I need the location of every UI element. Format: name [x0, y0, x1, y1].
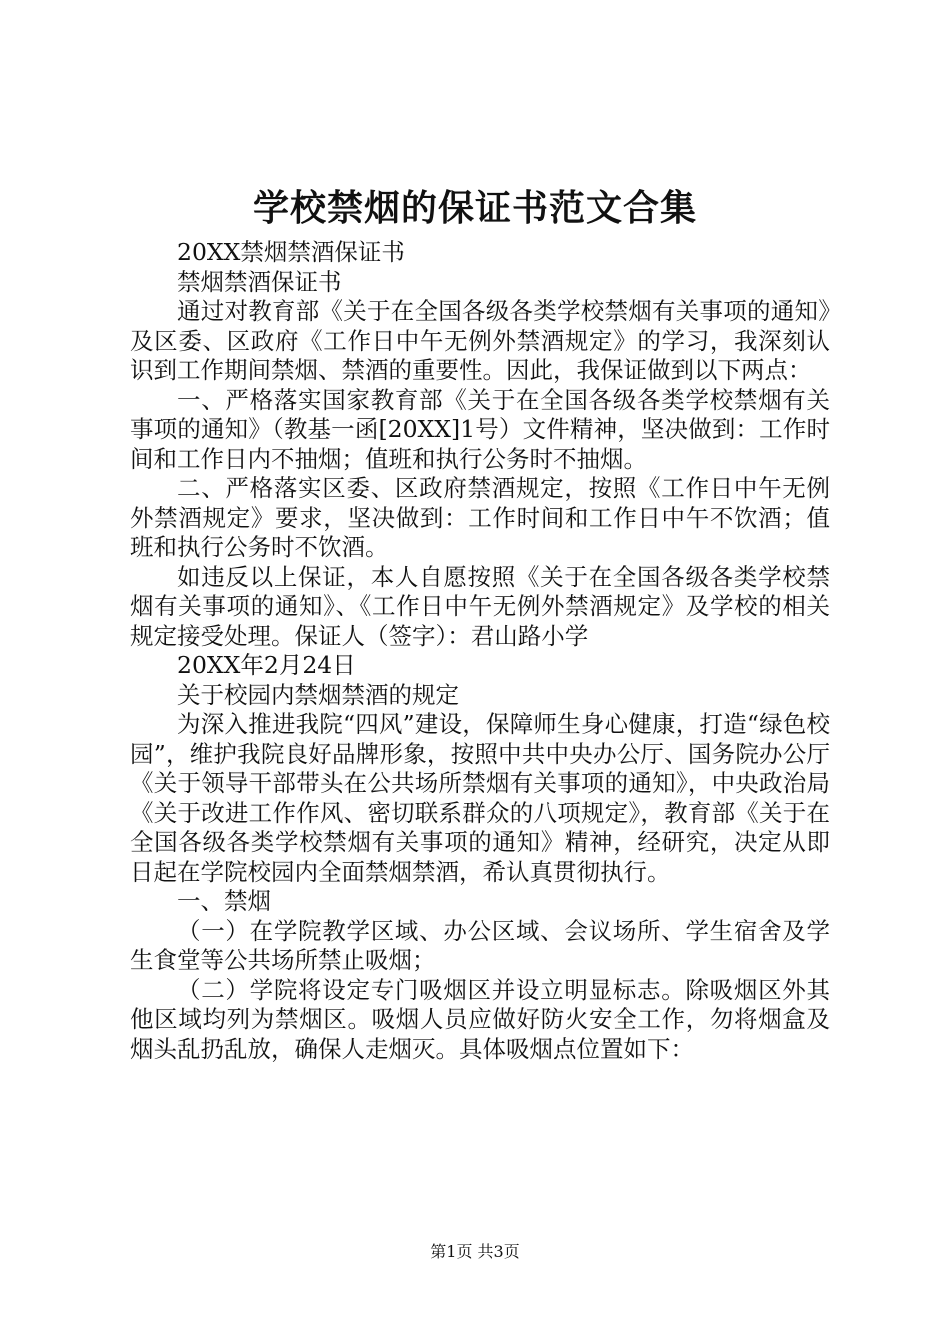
paragraph: 如违反以上保证，本人自愿按照《关于在全国各级各类学校禁烟有关事项的通知》、《工作日中午无例外禁酒规定》及学校的相关规定接受处理。保证人（签字）：君山路小学	[130, 562, 830, 650]
paragraph: 通过对教育部《关于在全国各级各类学校禁烟有关事项的通知》及区委、区政府《工作日中午无例外禁酒规定》的学习，我深刻认识到工作期间禁烟、禁酒的重要性。因此，我保证做到以下两点：	[130, 297, 830, 384]
paragraph: 一、严格落实国家教育部《关于在全国各级各类学校禁烟有关事项的通知》（教基一函[20XX]1号）文件精神，坚决做到：工作时间和工作日内不抽烟；值班和执行公务时不抽烟。	[130, 385, 830, 473]
paragraph: 关于校园内禁烟禁酒的规定	[177, 680, 459, 709]
paragraph: 二、严格落实区委、区政府禁酒规定，按照《工作日中午无例外禁酒规定》要求，坚决做到：工作时间和工作日中午不饮酒；值班和执行公务时不饮酒。	[130, 474, 830, 561]
document-body	[130, 238, 830, 1064]
page-number-footer: 第1页 共3页	[430, 1242, 520, 1261]
paragraph: 一、禁烟	[177, 887, 271, 915]
paragraph: 为深入推进我院“四风”建设，保障师生身心健康，打造“绿色校园”，维护我院良好品牌形象，按照中共中央办公厅、国务院办公厅《关于领导干部带头在公共场所禁烟有关事项的通知》，中央政治局《关于改进工作作风、密切联系群众的八项规定》，教育部《关于在全国各级各类学校禁烟有关事项的通知》精神，经研究，决定从即日起在学院校园内全面禁烟禁酒，希认真贯彻执行。	[130, 710, 830, 886]
document-title: 学校禁烟的保证书范文合集	[252, 187, 697, 229]
paragraph: （二）学院将设定专门吸烟区并设立明显标志。除吸烟区外其他区域均列为禁烟区。吸烟人员应做好防火安全工作，勿将烟盒及烟头乱扔乱放，确保人走烟灭。具体吸烟点位置如下：	[130, 975, 830, 1063]
paragraph: 禁烟禁酒保证书	[177, 267, 342, 296]
paragraph: 20XX年2月24日	[177, 651, 356, 679]
paragraph: 20XX禁烟禁酒保证书	[177, 238, 405, 266]
paragraph: （一）在学院教学区域、办公区域、会议场所、学生宿舍及学生食堂等公共场所禁止吸烟；	[130, 916, 830, 974]
